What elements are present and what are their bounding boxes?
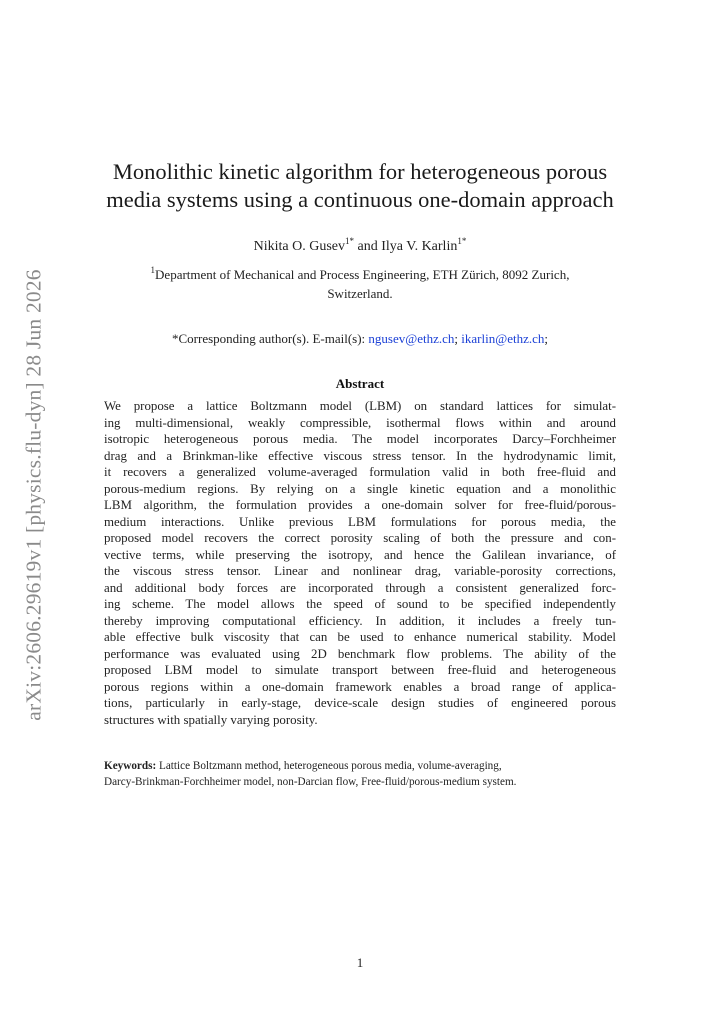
paper-title [60,158,660,214]
abstract-line: ing multi-dimensional, weakly compressible, isothermal flows within and around [104,415,616,430]
affiliation-line-1: Department of Mechanical and Process Engineering, ETH Zürich, 8092 Zurich, [155,267,570,282]
abstract-line: isotropic heterogeneous porous media. The model incorporates Darcy–Forchheimer [104,432,616,446]
author-list [60,238,660,256]
email-link-gusev[interactable]: ngusev@ethz.ch [368,331,455,346]
abstract-line: proposed model recovers the correct porosity scaling of both the pressure and con- [104,531,616,545]
keywords-label: Keywords: [104,760,157,772]
email-link-karlin[interactable]: ikarlin@ethz.ch [461,331,545,346]
abstract-line: drag and a Brinkman-like effective viscous stress tensor. In the hydrodynamic limit, [104,448,616,463]
author-affiliation-mark: 1* [345,236,355,246]
abstract-line: and additional body forces are incorporated through a consistent generalized forc- [104,580,616,595]
email-separator: ; [454,331,462,346]
abstract-line: the viscous stress tensor. Linear and nonlinear drag, variable-porosity corrections, [104,564,616,578]
abstract-line: LBM algorithm, the formulation provides a one-domain solver for free-fluid/porous- [104,498,616,512]
abstract-line: thereby improving computational efficiency. In addition, it includes a freely tun- [104,613,616,628]
affiliation [100,265,620,303]
corresponding-prefix: *Corresponding author(s). E-mail(s): [172,331,369,346]
author-affiliation-mark: 1* [457,236,467,246]
affiliation-line-2: Switzerland. [327,286,393,301]
arxiv-stamp-text: arXiv:2606.29619v1 [physics.flu-dyn] 28 Jun 2026 [21,269,46,721]
affiliation-mark: 1 [150,265,156,275]
abstract-line: tions, particularly in early-stage, device-scale design studies of engineered porous [104,696,616,710]
corresponding-author [60,330,660,348]
abstract-line: vective terms, while preserving the isotropy, and hence the Galilean invariance, of [104,547,616,562]
abstract-line: We propose a lattice Boltzmann model (LBM) on standard lattices for simulat- [104,399,616,413]
author-connector: and [354,239,382,254]
title-line-1: Monolithic kinetic algorithm for heterogeneous porous [112,159,608,184]
abstract-line: proposed LBM model to simulate transport between free-fluid and heterogeneous [104,663,616,677]
author-name: Nikita O. Gusev [253,239,346,254]
abstract-line: medium interactions. Unlike previous LBM formulations for porous media, the [104,514,616,529]
email-separator: ; [544,331,548,346]
keywords [104,758,616,790]
abstract-line: performance was evaluated using 2D benchmark flow problems. The ability of the [104,646,616,661]
abstract-line: it recovers a generalized volume-averaged formulation valid in both free-fluid and [104,465,616,479]
abstract-line: able effective bulk viscosity that can be used to enhance numerical stability. Model [104,630,616,644]
title-line-2: media systems using a continuous one-domain approach [106,187,614,212]
abstract-line: porous regions within a one-domain framework enables a broad range of applica- [104,679,616,694]
abstract-line: structures with spatially varying porosity. [104,712,318,727]
author-name: Ilya V. Karlin [381,239,458,254]
abstract-line: ing scheme. The model allows the speed of sound to be specified independently [104,597,616,611]
abstract-heading: Abstract [335,376,385,391]
page-number: 1 [356,955,364,970]
keywords-line-2: Darcy-Brinkman-Forchheimer model, non-Darcian flow, Free-fluid/porous-medium system. [104,776,517,788]
abstract-body [104,398,616,728]
abstract-line: porous-medium regions. By relying on a single kinetic equation and a monolithic [104,481,616,496]
keywords-line-1: Lattice Boltzmann method, heterogeneous porous media, volume-averaging, [156,760,502,772]
